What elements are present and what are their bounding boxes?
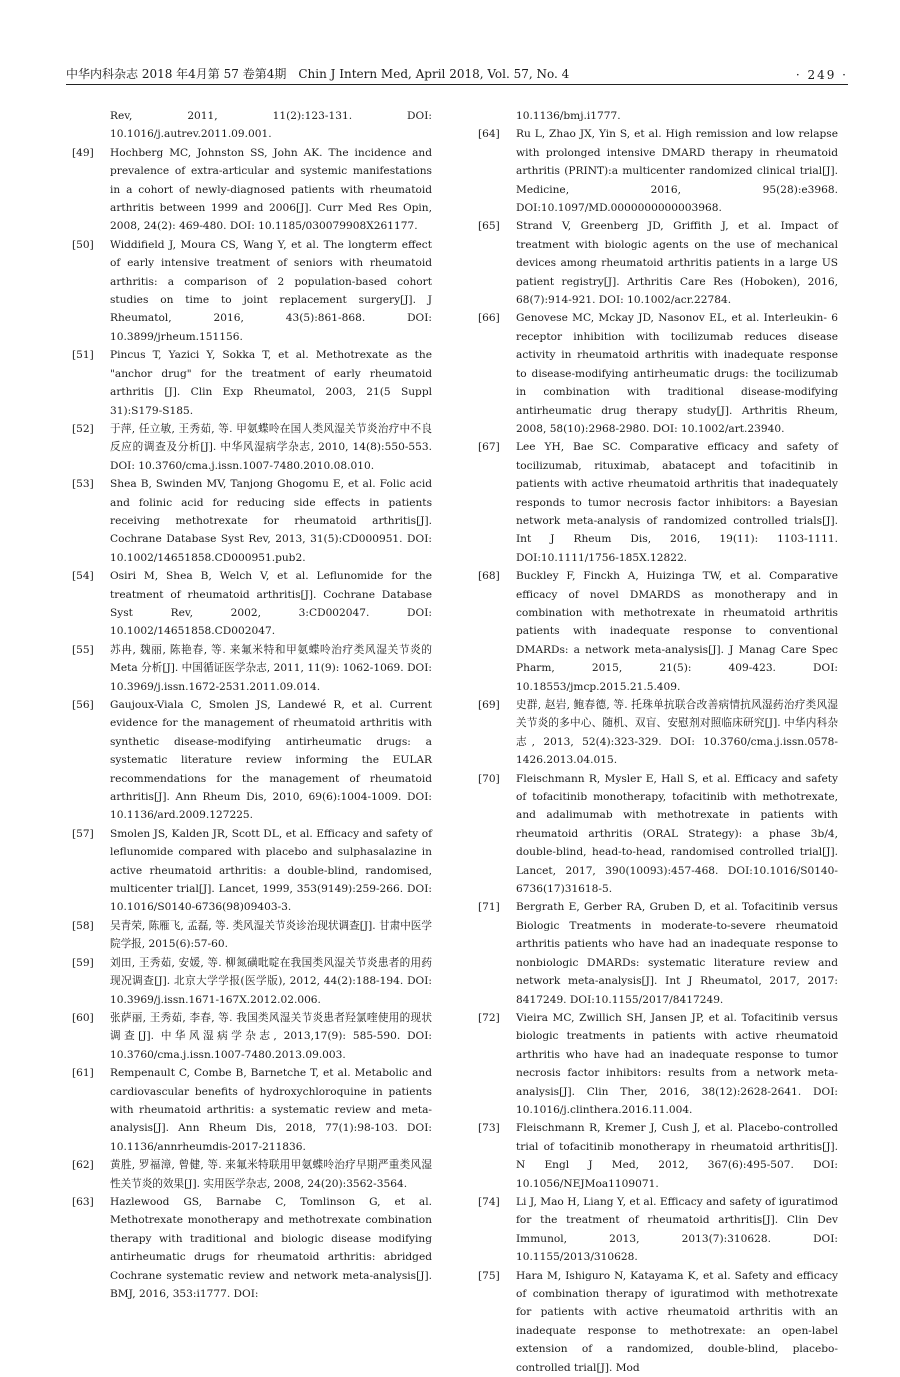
- reference-text: Shea B, Swinden MV, Tanjong Ghogomu E, et al. Folic acid and folinic acid for reducing side effects in patients receiving methotrexate for rheumatoid arthritis[J]. Cochrane Database Syst Rev, 2013, 31(5):CD000951. DOI: 10.1002/14651858.CD000951.pub2.: [110, 478, 432, 564]
- reference-item: [72, 696, 432, 825]
- reference-number: [52]: [72, 422, 94, 435]
- reference-number: [58]: [72, 919, 94, 932]
- reference-text: Li J, Mao H, Liang Y, et al. Efficacy and safety of iguratimod for the treatment of rheumatoid arthritis[J]. Clin Dev Immunol, 2013, 2013(7):310628. DOI: 10.1155/2013/310628.: [516, 1195, 838, 1264]
- reference-text: Pincus T, Yazici Y, Sokka T, et al. Methotrexate as the "anchor drug" for the treatment of early rheumatoid arthritis [J]. Clin Exp Rheumatol, 2003, 21(5 Suppl 31):S179-S185.: [110, 349, 432, 417]
- reference-text: Rempenault C, Combe B, Barnetche T, et al. Metabolic and cardiovascular benefits of hydroxychloroquine in patients with rheumatoid arthritis: a systematic review and meta-analysis[J]. Ann Rheum Dis, 2018, 77(1):98-103. DOI: 10.1136/annrheumdis-2017-211836.: [110, 1067, 432, 1153]
- reference-text: 刘田, 王秀茹, 安媛, 等. 柳氮磺吡啶在我国类风湿关节炎患者的用药现况调查[J]. 北京大学学报(医学版), 2012, 44(2):188-194. DOI: 10.3969/j.issn.1671-167X.2012.02.006.: [110, 956, 432, 1006]
- reference-number: [51]: [72, 349, 94, 362]
- reference-item: [478, 438, 838, 567]
- reference-number: [61]: [72, 1067, 94, 1080]
- reference-text: Ru L, Zhao JX, Yin S, et al. High remission and low relapse with prolonged intensive DMARD therapy in rheumatoid arthritis (PRINT):a multicenter randomized clinical trial[J]. Medicine, 2016, 95(28):e3968. DOI:10.1097/MD.0000000000003968.: [516, 128, 838, 215]
- reference-text: Fleischmann R, Kremer J, Cush J, et al. Placebo-controlled trial of tofacitinib monotherapy in rheumatoid arthritis[J]. N Engl J Med, 2012, 367(6):495-507. DOI: 10.1056/NEJMoa1109071.: [516, 1122, 838, 1190]
- reference-item: [478, 1119, 838, 1193]
- reference-text: 史群, 赵岩, 鲍春德, 等. 托珠单抗联合改善病情抗风湿药治疗类风湿关节炎的多中心、随机、双盲、安慰剂对照临床研究[J]. 中华内科杂志, 2013, 52(4):323-329. DOI: 10.3760/cma.j.issn.0578-1426.2013.04.015.: [516, 699, 838, 767]
- reference-item: [72, 144, 432, 236]
- reference-number: [67]: [478, 441, 500, 454]
- reference-item: [72, 567, 432, 641]
- reference-number: [66]: [478, 312, 500, 325]
- reference-text: Gaujoux-Viala C, Smolen JS, Landewé R, et al. Current evidence for the management of rheumatoid arthritis with synthetic disease-modifying antirheumatic drugs: a systematic literature review informing the EULAR recommendations for the management of rheumatoid arthritis[J]. Ann Rheum Dis, 2010, 69(6):1004-1009. DOI: 10.1136/ard.2009.127225.: [110, 699, 432, 822]
- reference-item: [72, 1193, 432, 1303]
- reference-text: Smolen JS, Kalden JR, Scott DL, et al. Efficacy and safety of leflunomide compared with placebo and sulphasalazine in active rheumatoid arthritis: a double-blind, randomised, multicenter trial[J]. Lancet, 1999, 353(9149):259-266. DOI: 10.1016/S0140-6736(98)09403-3.: [110, 827, 432, 914]
- reference-text: 于萍, 任立敏, 王秀茹, 等. 甲氨蝶呤在国人类风湿关节炎治疗中不良反应的调查及分析[J]. 中华风湿病学杂志, 2010, 14(8):550-553. DOI: 10.3760/cma.j.issn.1007-7480.2010.08.010.: [110, 422, 432, 472]
- reference-item: [72, 475, 432, 567]
- reference-item: [478, 1193, 838, 1267]
- reference-item: [72, 641, 432, 696]
- reference-text: Rev, 2011, 11(2):123-131. DOI: 10.1016/j.autrev.2011.09.001.: [110, 110, 432, 141]
- reference-text: 10.1136/bmj.i1777.: [516, 110, 621, 122]
- reference-number: [71]: [478, 901, 500, 914]
- reference-item: [72, 954, 432, 1009]
- reference-item: [72, 917, 432, 954]
- reference-text: Genovese MC, Mckay JD, Nasonov EL, et al. Interleukin- 6 receptor inhibition with tocilizumab reduces disease activity in rheumatoid arthritis with inadequate response to disease-modifying antirheumatic drugs: the tocilizumab in combination with traditional disease-modifying antirheumatic drug therapy study[J]. Arthritis Rheum, 2008, 58(10):2968-2980. DOI: 10.1002/art.23940.: [516, 312, 838, 435]
- reference-number: [53]: [72, 478, 94, 491]
- reference-number: [54]: [72, 570, 94, 583]
- reference-text: Hazlewood GS, Barnabe C, Tomlinson G, et al. Methotrexate monotherapy and methotrexate combination therapy with traditional and biologic disease modifying antirheumatic drugs for rheumatoid arthritis: abridged Cochrane systematic review and network meta-analysis[J]. BMJ, 2016, 353:i1777. DOI:: [110, 1195, 432, 1300]
- reference-item: [72, 1156, 432, 1193]
- reference-item: [478, 1267, 838, 1377]
- reference-item: [478, 107, 838, 125]
- reference-text: Vieira MC, Zwillich SH, Jansen JP, et al. Tofacitinib versus biologic treatments in patients with active rheumatoid arthritis who have had an inadequate response to tumor necrosis factor inhibitors: results from a network meta-analysis[J]. Clin Ther, 2016, 38(12):2628-2641. DOI: 10.1016/j.clinthera.2016.11.004.: [516, 1011, 838, 1116]
- reference-text: Buckley F, Finckh A, Huizinga TW, et al. Comparative efficacy of novel DMARDS as monotherapy and in combination with methotrexate in rheumatoid arthritis patients with inadequate response to conventional DMARDs: a network meta-analysis[J]. J Manag Care Spec Pharm, 2015, 21(5): 409-423. DOI: 10.18553/jmcp.2015.21.5.409.: [516, 570, 838, 693]
- reference-number: [72]: [478, 1011, 500, 1024]
- reference-number: [50]: [72, 238, 94, 251]
- reference-number: [60]: [72, 1011, 94, 1024]
- reference-item: [478, 125, 838, 217]
- reference-item: [72, 1064, 432, 1156]
- reference-number: [56]: [72, 699, 94, 711]
- reference-number: [70]: [478, 772, 500, 785]
- reference-text: Fleischmann R, Mysler E, Hall S, et al. Efficacy and safety of tofacitinib monotherapy, tofacitinib with methotrexate, and adalimumab with methotrexate in patients with rheumatoid arthritis (ORAL Strategy): a phase 3b/4, double-blind, head-to-head, randomised controlled trial[J]. Lancet, 2017, 390(10093):457-468. DOI:10.1016/S0140-6736(17)31618-5.: [516, 772, 838, 896]
- running-header: [66, 60, 848, 85]
- reference-number: [62]: [72, 1159, 94, 1172]
- reference-number: [65]: [478, 220, 500, 233]
- reference-item: [72, 107, 432, 144]
- reference-text: 黄胜, 罗福漳, 曾健, 等. 来氟米特联用甲氨蝶呤治疗早期严重类风湿性关节炎的效果[J]. 实用医学杂志, 2008, 24(20):3562-3564.: [110, 1159, 432, 1190]
- reference-number: [63]: [72, 1195, 94, 1208]
- reference-number: [55]: [72, 643, 94, 656]
- reference-text: Strand V, Greenberg JD, Griffith J, et al. Impact of treatment with biologic agents on the use of mechanical devices among rheumatoid arthritis patients in a large US patient registry[J]. Arthritis Care Res (Hoboken), 2016, 68(7):914-921. DOI: 10.1002/acr.22784.: [516, 220, 838, 307]
- reference-item: [72, 420, 432, 475]
- reference-text: 苏冉, 魏丽, 陈艳春, 等. 来氟米特和甲氨蝶呤治疗类风湿关节炎的 Meta 分析[J]. 中国循证医学杂志, 2011, 11(9): 1062-1069. DOI: 10.3969/j.issn.1672-2531.2011.09.014.: [110, 643, 432, 693]
- reference-text: Osiri M, Shea B, Welch V, et al. Leflunomide for the treatment of rheumatoid arthritis[J]. Cochrane Database Syst Rev, 2002, 3:CD002047. DOI: 10.1002/14651858.CD002047.: [110, 570, 432, 638]
- reference-item: [72, 346, 432, 420]
- reference-item: [72, 1009, 432, 1064]
- reference-number: [75]: [478, 1269, 500, 1282]
- reference-number: [57]: [72, 827, 94, 840]
- reference-number: [49]: [72, 146, 94, 159]
- reference-item: [478, 217, 838, 309]
- reference-item: [478, 1009, 838, 1119]
- reference-item: [478, 567, 838, 696]
- reference-number: [73]: [478, 1122, 500, 1135]
- reference-text: 吴青荣, 陈雁飞, 孟磊, 等. 类风湿关节炎诊治现状调查[J]. 甘肃中医学院学报, 2015(6):57-60.: [110, 919, 432, 951]
- reference-text: Hochberg MC, Johnston SS, John AK. The incidence and prevalence of extra-articular and systemic manifestations in a cohort of newly-diagnosed patients with rheumatoid arthritis between 1999 and 2006[J]. Curr Med Res Opin, 2008, 24(2): 469-480. DOI: 10.1185/030079908X261177.: [110, 146, 432, 233]
- header-journal-info: 中华内科杂志 2018 年4月第 57 卷第4期 Chin J Intern Med, April 2018, Vol. 57, No. 4: [66, 67, 570, 81]
- reference-text: Lee YH, Bae SC. Comparative efficacy and safety of tocilizumab, rituximab, abatacept and tofacitinib in patients with active rheumatoid arthritis that inadequately responds to tumor necrosis factor inhibitors: a Bayesian network meta-analysis of randomized controlled trials[J]. Int J Rheum Dis, 2016, 19(11): 1103-1111. DOI:10.1111/1756-185X.12822.: [516, 441, 838, 564]
- reference-number: [64]: [478, 128, 500, 141]
- header-page-number: · 249 ·: [795, 68, 848, 82]
- reference-item: [72, 236, 432, 346]
- reference-column-right: [478, 107, 838, 1377]
- reference-item: [478, 770, 838, 899]
- reference-text: Bergrath E, Gerber RA, Gruben D, et al. Tofacitinib versus Biologic Treatments in moderate-to-severe rheumatoid arthritis patients who have had an inadequate response to nonbiologic DMARDs: systematic literature review and network meta-analysis[J]. Int J Rheumatol, 2017, 2017: 8417249. DOI:10.1155/2017/8417249.: [516, 901, 838, 1006]
- reference-column-left: [72, 107, 432, 1303]
- reference-item: [478, 309, 838, 438]
- reference-number: [59]: [72, 956, 94, 969]
- reference-text: Widdifield J, Moura CS, Wang Y, et al. The longterm effect of early intensive treatment of seniors with rheumatoid arthritis: a comparison of 2 population-based cohort studies on time to joint replacement surgery[J]. J Rheumatol, 2016, 43(5):861-868. DOI: 10.3899/jrheum.151156.: [110, 238, 432, 343]
- reference-number: [68]: [478, 570, 500, 583]
- reference-item: [72, 825, 432, 917]
- reference-text: Hara M, Ishiguro N, Katayama K, et al. Safety and efficacy of combination therapy of iguratimod with methotrexate for patients with active rheumatoid arthritis with an inadequate response to methotrexate: an open-label extension of a randomized, double-blind, placebo-controlled trial[J]. Mod: [516, 1269, 838, 1374]
- reference-item: [478, 898, 838, 1008]
- reference-number: [69]: [478, 699, 500, 711]
- reference-number: [74]: [478, 1195, 500, 1208]
- reference-text: 张萨丽, 王秀茹, 李春, 等. 我国类风湿关节炎患者羟氯喹使用的现状调查[J]. 中华风湿病学杂志, 2013,17(9): 585-590. DOI: 10.3760/cma.j.issn.1007-7480.2013.09.003.: [110, 1011, 432, 1061]
- reference-item: [478, 696, 838, 770]
